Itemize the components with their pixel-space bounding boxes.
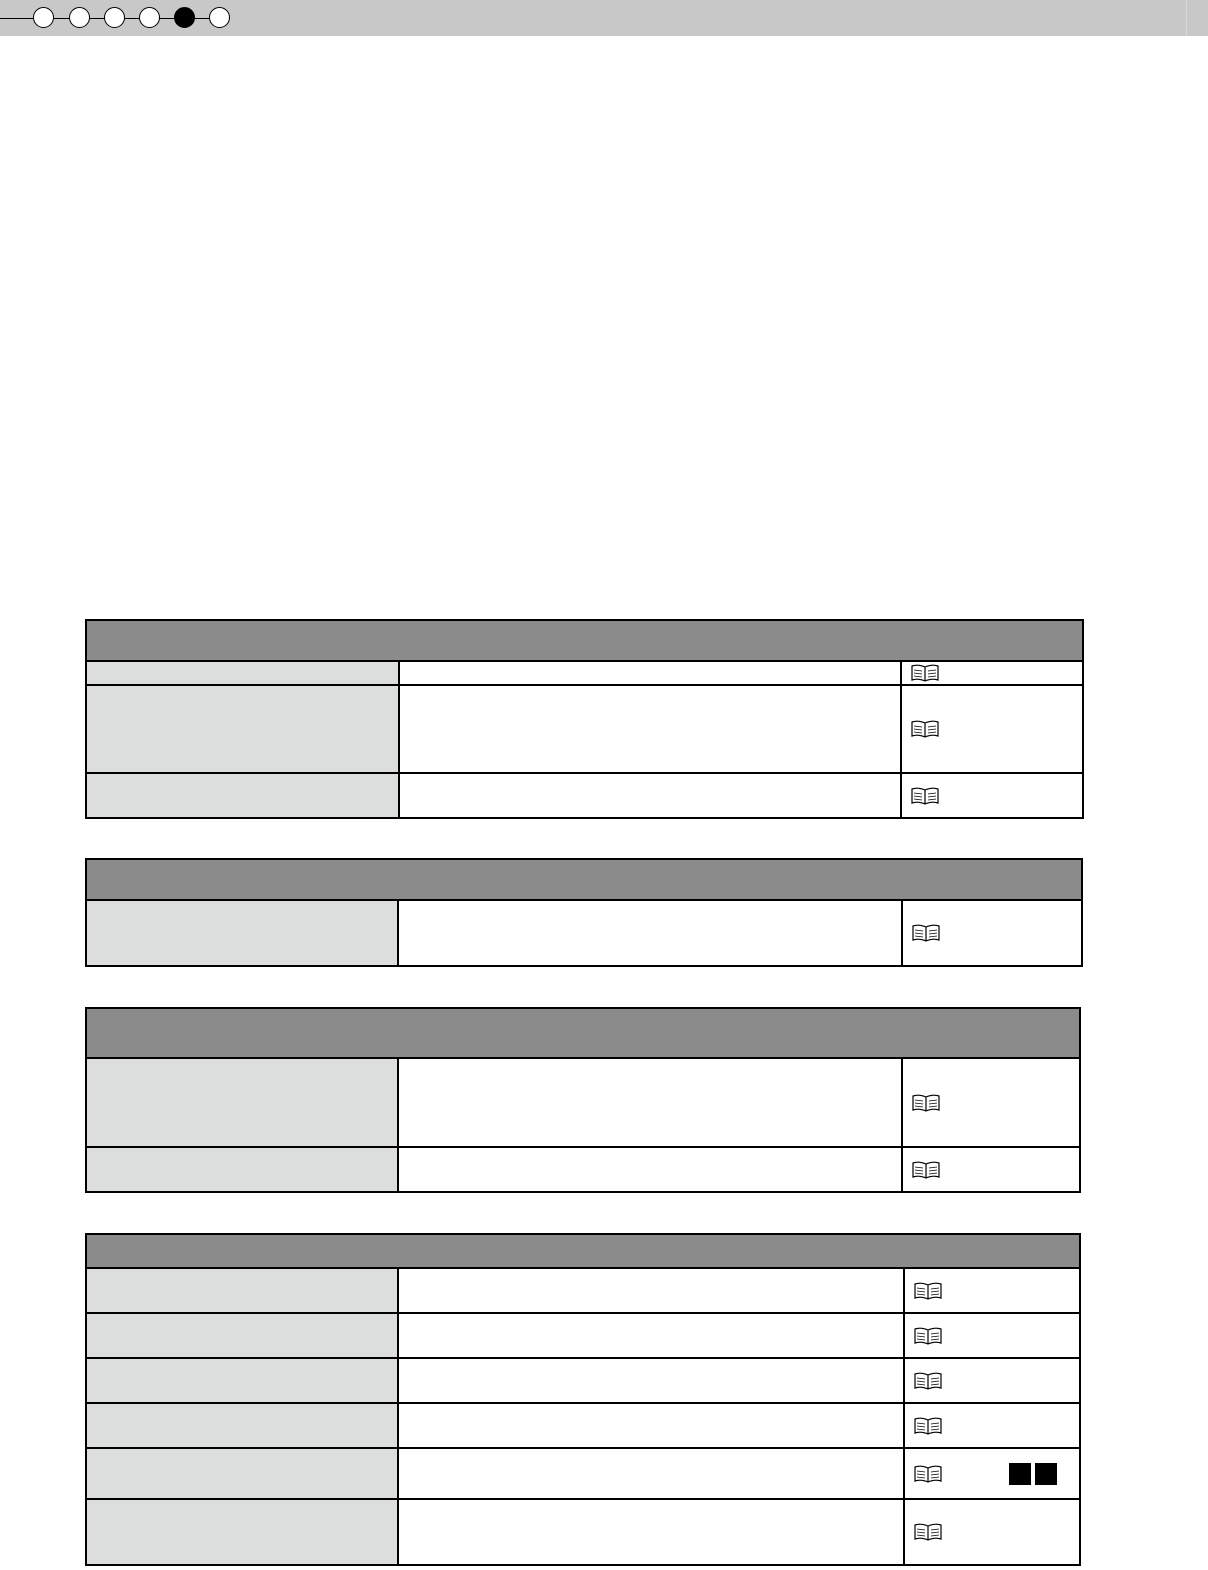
row-label [86,773,399,818]
top-bar [0,0,1208,36]
step-dot-6 [209,7,230,28]
step-dot-4 [139,7,160,28]
row-label [86,1358,398,1403]
book-icon [910,786,940,806]
row-description [398,1268,904,1313]
table-row [86,661,1083,685]
row-description [398,1403,904,1448]
row-label [86,1448,398,1499]
table-row [86,1448,1080,1499]
book-icon [913,1416,943,1436]
row-description [398,1313,904,1358]
table-row [86,1058,1080,1147]
step-dot-3 [104,7,125,28]
table-header [86,620,1083,661]
row-label [86,1058,398,1147]
row-description [398,1448,904,1499]
black-square-marker [1035,1463,1057,1485]
row-description [399,685,901,773]
row-reference[interactable] [904,1313,1080,1358]
row-label [86,1499,398,1565]
row-reference[interactable] [901,685,1083,773]
row-reference[interactable] [902,1147,1080,1192]
row-label [86,900,398,966]
table-row [86,685,1083,773]
row-reference[interactable] [901,773,1083,818]
row-label [86,1313,398,1358]
book-icon [913,1464,943,1484]
row-description [398,1147,902,1192]
row-description [398,1058,902,1147]
bar-divider [1186,0,1187,36]
book-icon [910,719,940,739]
book-icon [911,1093,941,1113]
table-header [86,1234,1080,1268]
step-dot-1 [33,7,54,28]
row-description [399,661,901,685]
table-row [86,773,1083,818]
table-row [86,900,1082,966]
step-indicator [0,0,240,36]
row-reference[interactable] [901,661,1083,685]
table-row [86,1499,1080,1565]
table-header [86,859,1082,900]
book-icon [910,663,940,683]
row-description [398,900,902,966]
table-row [86,1313,1080,1358]
row-reference[interactable] [904,1403,1080,1448]
book-icon [911,1160,941,1180]
row-description [398,1499,904,1565]
table-row [86,1268,1080,1313]
table-row [86,1358,1080,1403]
row-reference[interactable] [902,1058,1080,1147]
reference-table-2 [85,858,1083,967]
row-description [398,1358,904,1403]
book-icon [913,1326,943,1346]
step-dot-5-active [174,7,195,28]
row-label [86,1268,398,1313]
table-header [86,1008,1080,1058]
reference-table-1 [85,619,1084,819]
book-icon [913,1371,943,1391]
row-reference[interactable] [904,1448,1080,1499]
reference-table-3 [85,1007,1081,1193]
row-label [86,1147,398,1192]
table-row [86,1147,1080,1192]
black-square-marker [1009,1463,1031,1485]
reference-table-4 [85,1233,1081,1566]
book-icon [913,1522,943,1542]
row-description [399,773,901,818]
row-reference[interactable] [904,1358,1080,1403]
step-dot-2 [69,7,90,28]
row-label [86,1403,398,1448]
row-reference[interactable] [904,1268,1080,1313]
row-label [86,661,399,685]
book-icon [913,1281,943,1301]
row-label [86,685,399,773]
row-reference[interactable] [902,900,1082,966]
row-reference[interactable] [904,1499,1080,1565]
table-row [86,1403,1080,1448]
book-icon [911,923,941,943]
